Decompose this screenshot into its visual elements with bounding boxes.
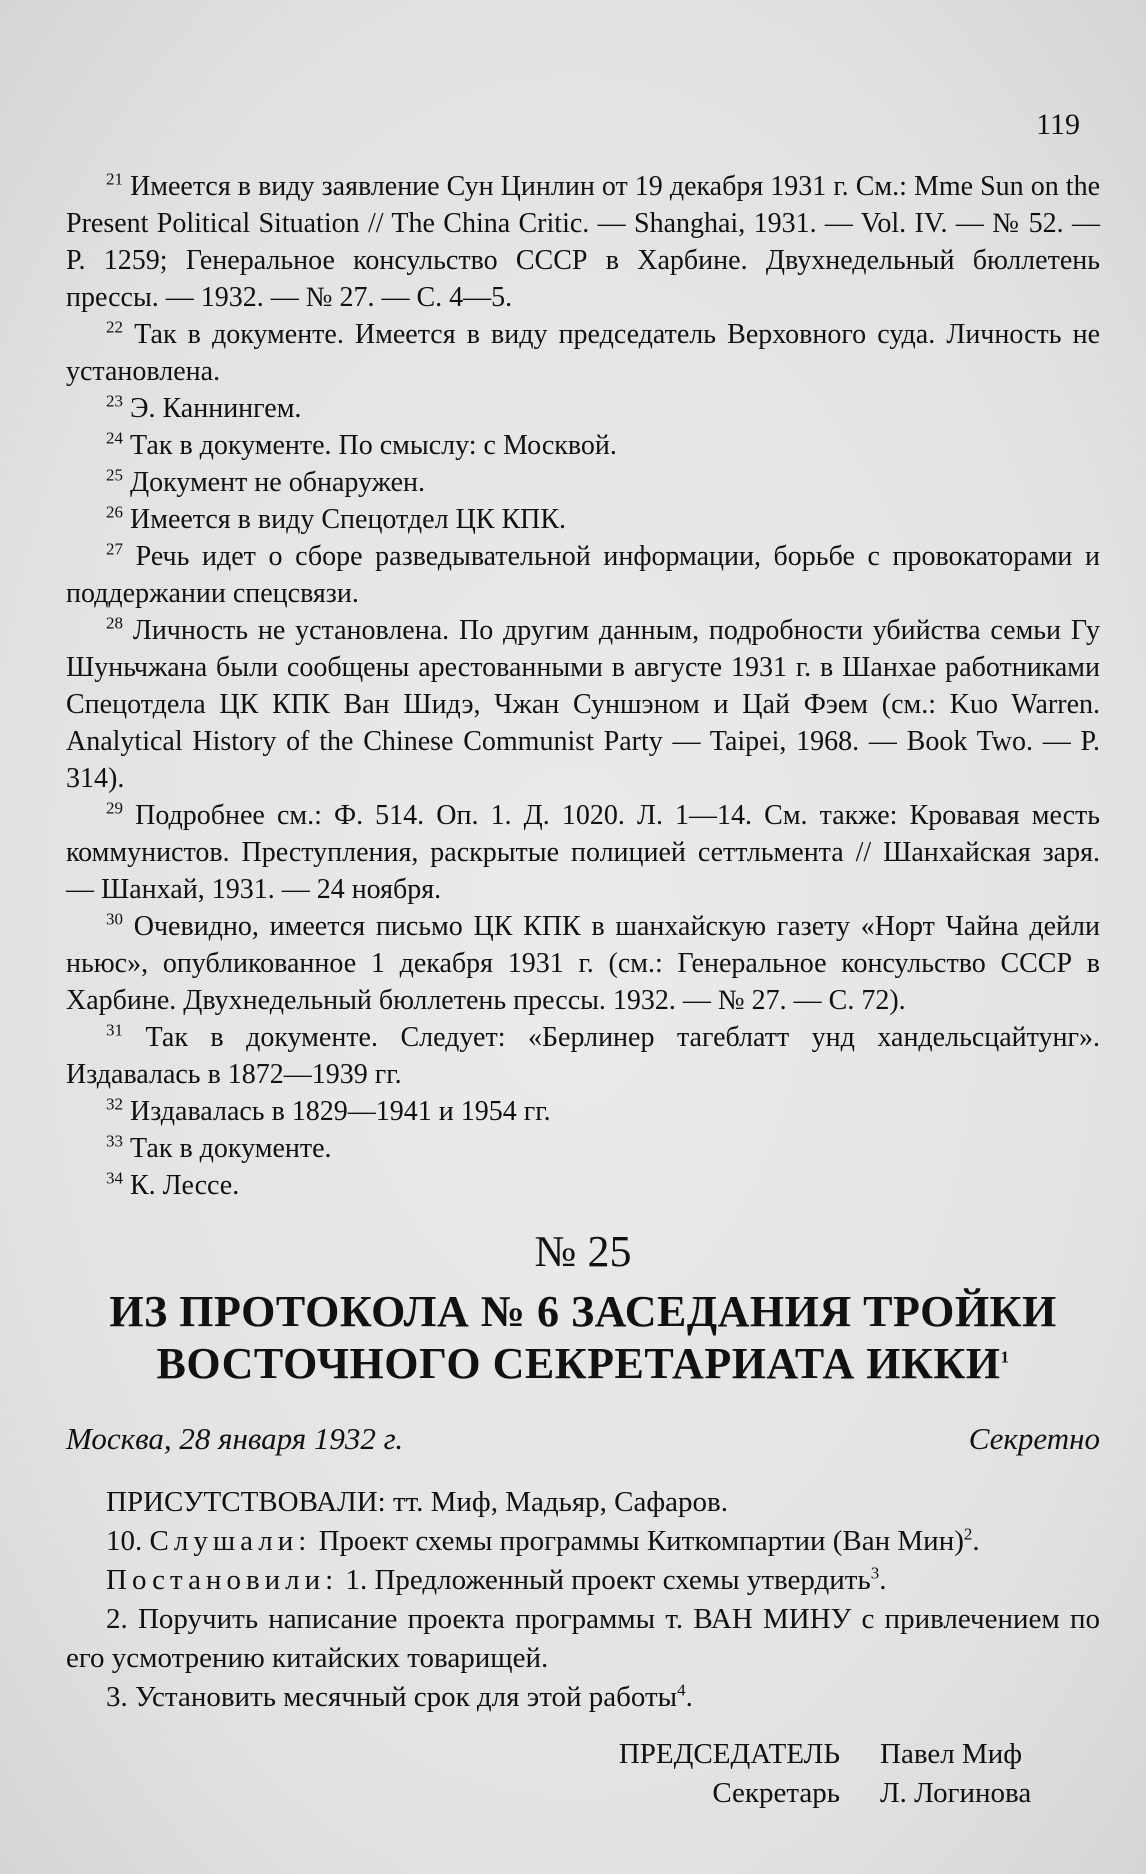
protocol-body (66, 1483, 1100, 1717)
footnote-number: 28 (106, 613, 123, 633)
item-number: 10. (106, 1525, 143, 1557)
footnote-text: К. Лессе. (130, 1170, 240, 1201)
footnote-number: 26 (106, 502, 123, 522)
footnote-number: 30 (106, 909, 123, 929)
title-line-2-text: ВОСТОЧНОГО СЕКРЕТАРИАТА ИККИ (156, 1339, 1001, 1388)
footnote (66, 612, 1100, 797)
footnotes-list (66, 168, 1100, 1204)
secretary-signature (66, 1774, 1100, 1813)
footnote-number: 25 (106, 465, 123, 485)
resolved-label: Постановили: (106, 1564, 339, 1596)
footnote-number: 34 (106, 1168, 123, 1188)
footnote-text: Так в документе. Следует: «Берлинер тагеблатт унд хандельсцайтунг». Издавалась в 1872—1939 гг. (66, 1022, 1100, 1090)
footnote-text: Так в документе. (130, 1133, 332, 1164)
place-date: Москва, 28 января 1932 г. (66, 1421, 404, 1456)
chair-signature (66, 1735, 1100, 1774)
footnote (66, 390, 1100, 427)
title-footnote-ref: 1 (1000, 1347, 1010, 1367)
document-number: № 25 (534, 1227, 632, 1276)
footnote-number: 23 (106, 391, 123, 411)
footnote-text: Издавалась в 1829—1941 и 1954 гг. (130, 1096, 551, 1127)
footnote-text: Имеется в виду заявление Сун Цинлин от 19 декабря 1931 г. См.: Mme Sun on the Present Political Situation // The China Critic. — Shanghai, 1931. — Vol. IV. — № 52. — P. 1259; Генеральное консульство СССР в Харбине. Двухнедельный бюллетень прессы. — 1932. — № 27. — С. 4—5. (66, 171, 1100, 313)
present-line: ПРИСУТСТВОВАЛИ: тт. Миф, Мадьяр, Сафаров. (106, 1486, 728, 1518)
place-date-row (66, 1420, 1100, 1457)
footnote (66, 427, 1100, 464)
chair-name: Павел Миф (880, 1738, 1023, 1770)
title-line-1: ИЗ ПРОТОКОЛА № 6 ЗАСЕДАНИЯ ТРОЙКИ (109, 1287, 1057, 1336)
secretary-role: Секретарь (712, 1777, 840, 1809)
point-3 (66, 1678, 1100, 1717)
heard-footnote-ref: 2 (963, 1524, 973, 1544)
heard-label: Слушали: (149, 1525, 312, 1557)
heard-text: Проект схемы программы Киткомпартии (Ван Мин) (318, 1525, 964, 1557)
chair-role: ПРЕДСЕДАТЕЛЬ (618, 1738, 840, 1770)
footnote (66, 908, 1100, 1019)
resolved-item (66, 1561, 1100, 1600)
footnote (66, 168, 1100, 316)
document-title (66, 1286, 1100, 1390)
resolved-end: . (879, 1564, 887, 1596)
footnote-text: Так в документе. Имеется в виду председатель Верховного суда. Личность не установлена. (66, 319, 1101, 387)
point-3-text: 3. Установить месячный срок для этой работы (106, 1681, 678, 1713)
footnote-text: Так в документе. По смыслу: с Москвой. (130, 430, 617, 461)
footnote (66, 316, 1100, 390)
footnote-text: Имеется в виду Спецотдел ЦК КПК. (130, 504, 567, 535)
footnote-text: Личность не установлена. По другим данным, подробности убийства семьи Гу Шуньчжана были сообщены арестованными в августе 1931 г. в Шанхае работниками Спецотдела ЦК КПК Ван Шидэ, Чжан Суншэном и Цай Фэем (см.: Kuo Warren. Analytical History of the Chinese Communist Party — Taipei, 1968. — Book Two. — P. 314). (66, 615, 1100, 794)
footnote-number: 32 (106, 1094, 123, 1114)
point-2: 2. Поручить написание проекта программы т. ВАН МИНУ с привлечением по его усмотрению китайских товарищей. (66, 1603, 1100, 1674)
footnote-number: 31 (106, 1020, 123, 1040)
point-3-end: . (685, 1681, 693, 1713)
secretary-name: Л. Логинова (880, 1777, 1032, 1809)
footnote (66, 538, 1100, 612)
footnote-number: 24 (106, 428, 123, 448)
footnote-text: Э. Каннингем. (130, 393, 302, 424)
footnote (66, 464, 1100, 501)
point-3-footnote-ref: 4 (677, 1680, 686, 1700)
footnote-number: 27 (106, 539, 123, 559)
title-line-2 (66, 1338, 1100, 1390)
footnote (66, 501, 1100, 538)
footnote (66, 1167, 1100, 1204)
heard-item (66, 1522, 1100, 1561)
footnote (66, 1130, 1100, 1167)
footnote-text: Речь идет о сборе разведывательной информации, борьбе с провокаторами и поддержании спецсвязи. (66, 541, 1101, 609)
resolved-text: 1. Предложенный проект схемы утвердить (345, 1564, 871, 1596)
footnote-number: 22 (106, 317, 123, 337)
footnote (66, 1093, 1100, 1130)
footnote-text: Подробнее см.: Ф. 514. Оп. 1. Д. 1020. Л. 1—14. См. также: Кровавая месть коммунистов. Преступления, раскрытые полицией сеттльмента // Шанхайская заря. — Шанхай, 1931. — 24 ноября. (66, 800, 1101, 905)
footnote-number: 29 (106, 798, 123, 818)
heard-end: . (972, 1525, 980, 1557)
footnote-number: 33 (106, 1131, 123, 1151)
footnote-text: Документ не обнаружен. (130, 467, 426, 498)
page-number: 119 (1036, 108, 1080, 141)
classification: Секретно (968, 1421, 1100, 1456)
footnote-text: Очевидно, имеется письмо ЦК КПК в шанхайскую газету «Норт Чайна дейли ньюс», опубликованное 1 декабря 1931 г. (см.: Генеральное консульство СССР в Харбине. Двухнедельный бюллетень прессы. 1932. — № 27. — С. 72). (66, 911, 1100, 1016)
footnote-number: 21 (106, 169, 123, 189)
signatures (66, 1735, 1100, 1813)
footnote (66, 797, 1100, 908)
footnote (66, 1019, 1100, 1093)
page-content (66, 168, 1100, 1813)
resolved-footnote-ref: 3 (870, 1563, 880, 1583)
